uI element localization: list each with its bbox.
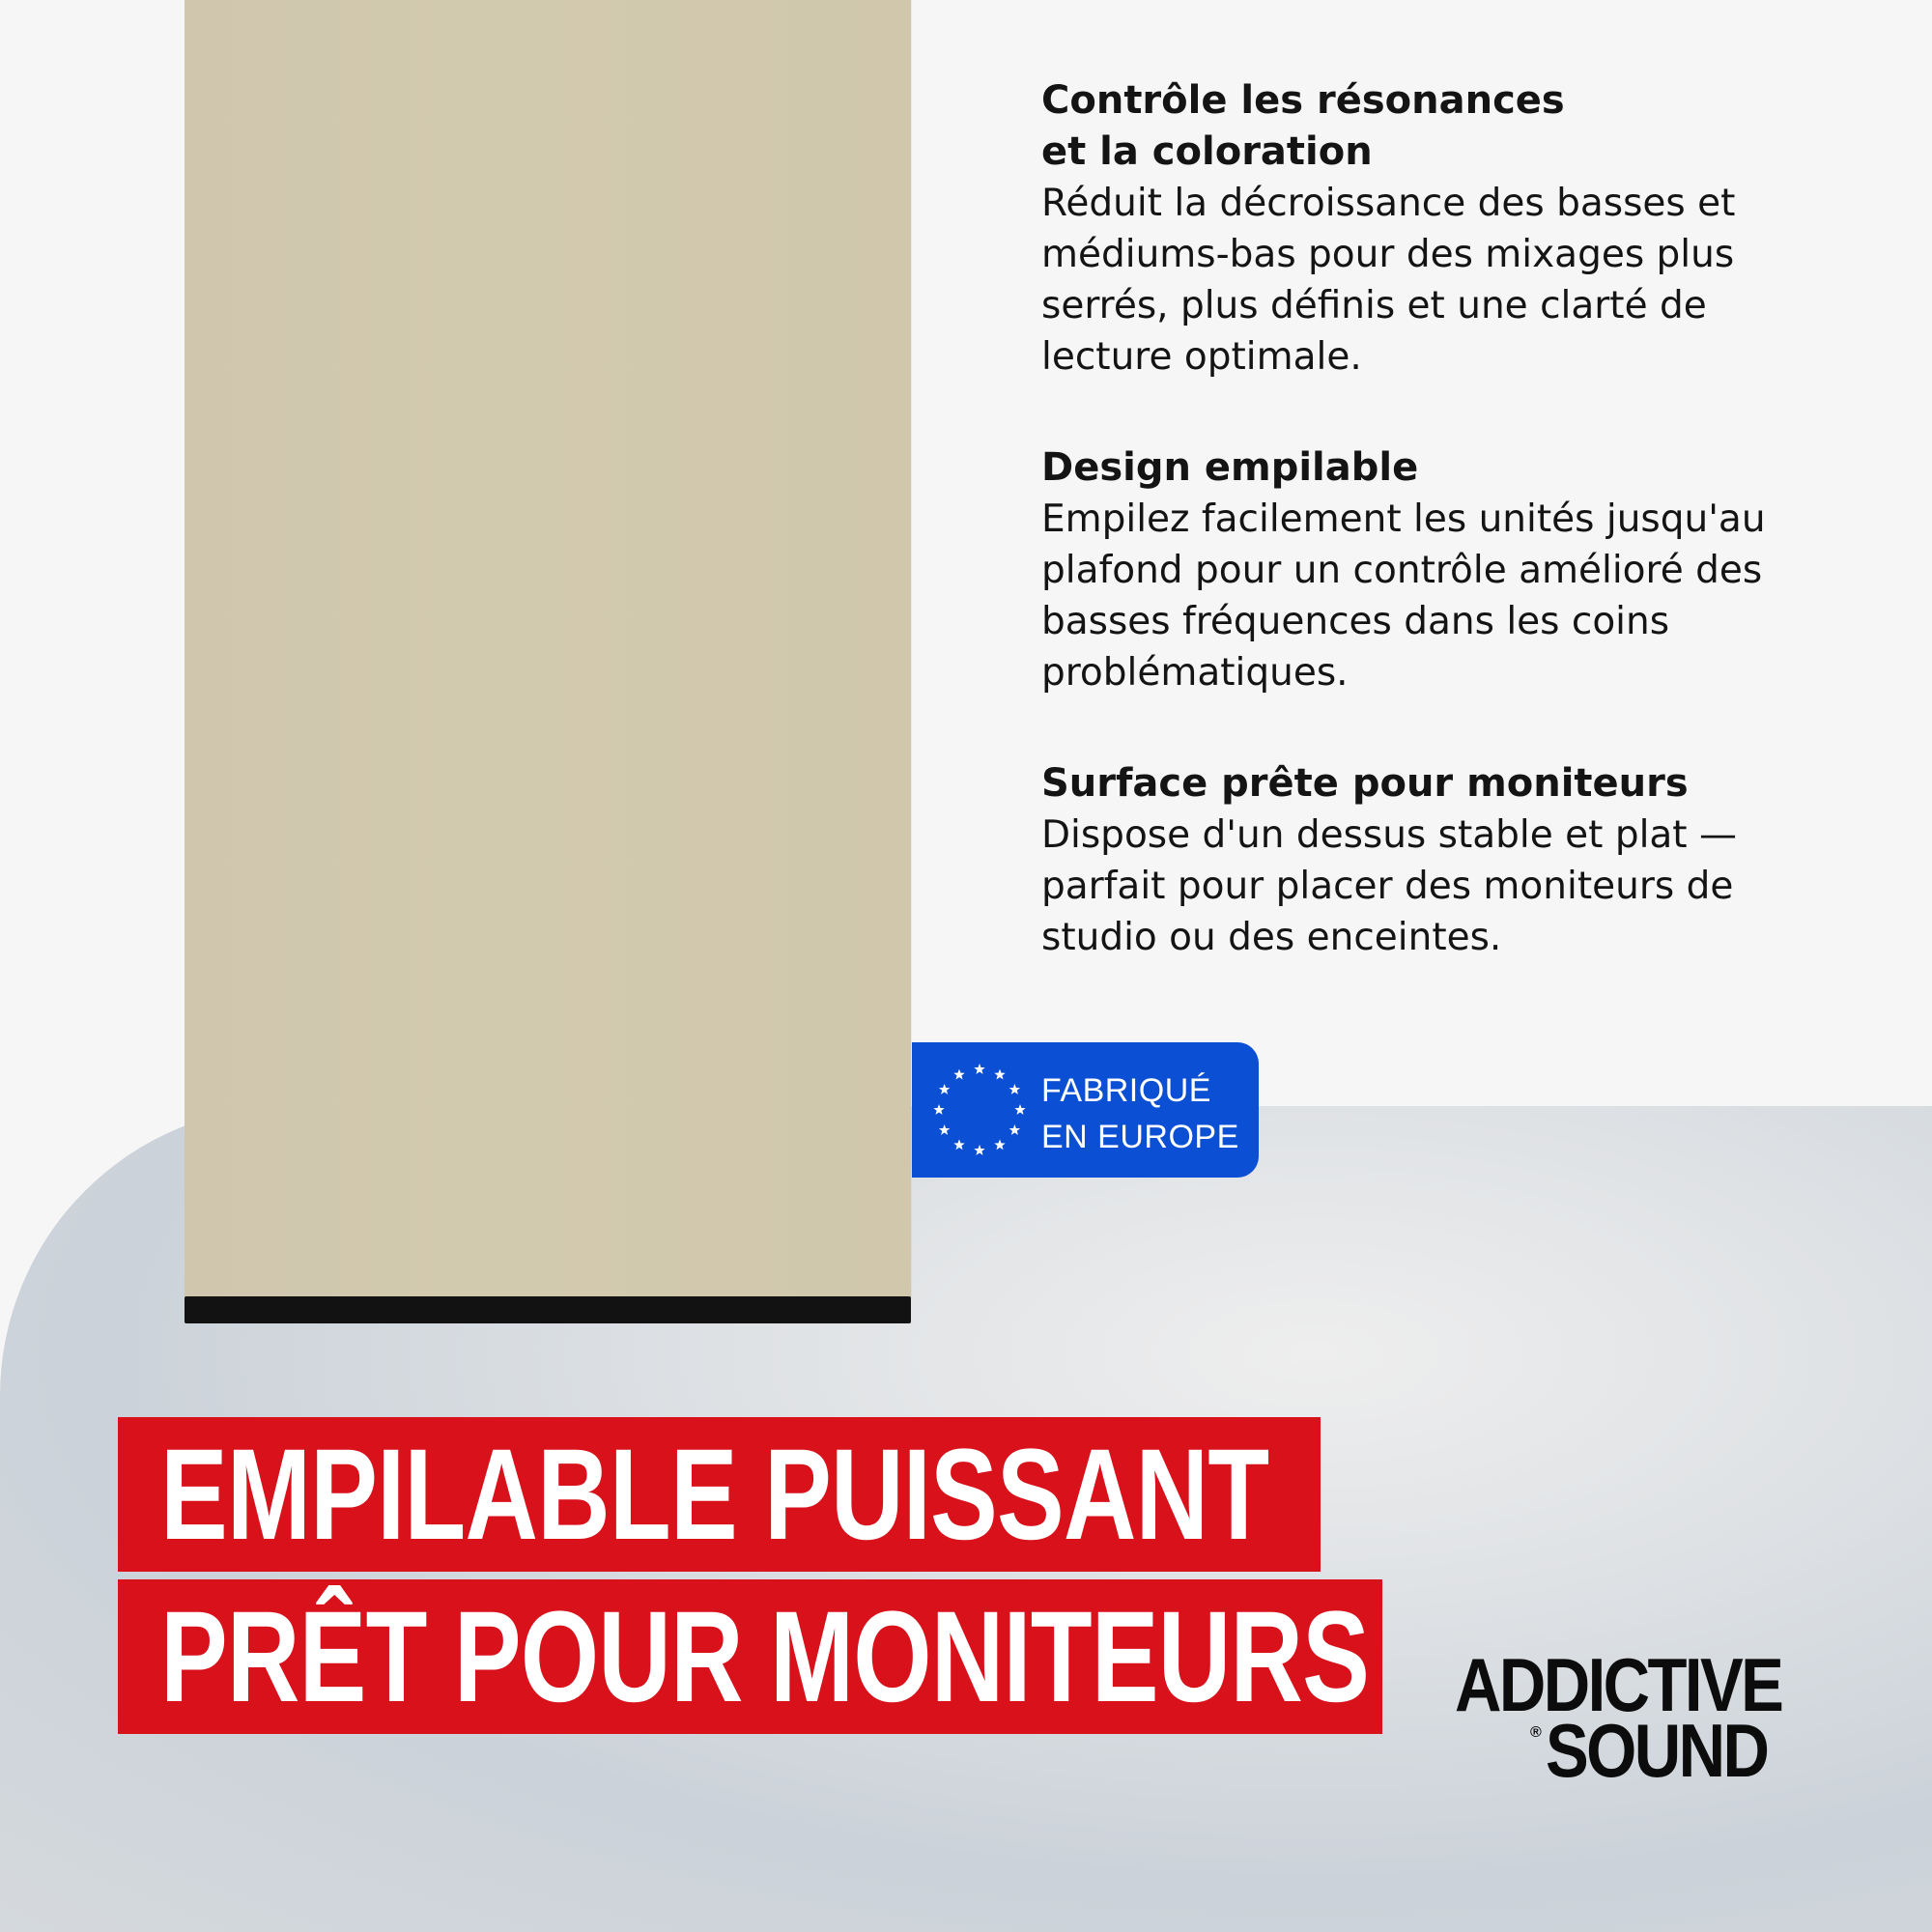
feature-description: Empilez facilement les unités jusqu'au plafond pour un contrôle amélioré des basses fréquences dans les coins problématiques. bbox=[1041, 497, 1766, 695]
feature-description: Dispose d'un dessus stable et plat — parfait pour placer des moniteurs de studio ou des enceintes. bbox=[1041, 813, 1737, 959]
eu-star-icon bbox=[994, 1139, 1005, 1150]
eu-star-icon bbox=[1014, 1104, 1025, 1115]
eu-star-icon bbox=[939, 1124, 950, 1135]
badge-line-1: FABRIQUÉ bbox=[1041, 1072, 1211, 1109]
badge-text bbox=[1041, 1067, 1239, 1160]
feature-title: Surface prête pour moniteurs bbox=[1041, 761, 1689, 806]
eu-star-icon bbox=[953, 1139, 964, 1150]
eu-star-icon bbox=[933, 1104, 944, 1115]
eu-star-icon bbox=[953, 1069, 964, 1080]
headline-bar-1 bbox=[118, 1417, 1321, 1572]
logo-line-2: SOUND bbox=[1546, 1708, 1768, 1793]
made-in-europe-badge bbox=[912, 1042, 1259, 1178]
eu-star-icon bbox=[939, 1084, 950, 1094]
acoustic-panel-image bbox=[185, 0, 911, 1298]
feature-item bbox=[1041, 75, 1891, 383]
eu-star-icon bbox=[994, 1069, 1005, 1080]
feature-description: Réduit la décroissance des basses et médiums-bas pour des mixages plus serrés, plus définis et une clarté de lecture optimale. bbox=[1041, 182, 1736, 379]
feature-title: Contrôle les résonances et la coloration bbox=[1041, 78, 1565, 174]
feature-list bbox=[1041, 75, 1891, 1023]
addictive-sound-logo bbox=[1455, 1642, 1789, 1793]
headline-line-1: EMPILABLE PUISSANT bbox=[160, 1423, 1269, 1567]
feature-title: Design empilable bbox=[1041, 445, 1419, 490]
registered-mark: ® bbox=[1530, 1724, 1542, 1741]
feature-item bbox=[1041, 442, 1891, 698]
acoustic-panel-base bbox=[185, 1296, 911, 1323]
badge-line-2: EN EUROPE bbox=[1041, 1119, 1239, 1155]
eu-star-icon bbox=[974, 1064, 984, 1074]
feature-item bbox=[1041, 758, 1891, 963]
headline-line-2: PRÊT POUR MONITEURS bbox=[160, 1585, 1370, 1729]
headline-bar-2 bbox=[118, 1579, 1382, 1734]
logo-line-1: ADDICTIVE bbox=[1455, 1642, 1782, 1727]
eu-star-icon bbox=[1009, 1084, 1020, 1094]
eu-flag-stars-icon bbox=[923, 1054, 1036, 1166]
eu-star-icon bbox=[1009, 1124, 1020, 1135]
eu-star-icon bbox=[974, 1145, 984, 1155]
